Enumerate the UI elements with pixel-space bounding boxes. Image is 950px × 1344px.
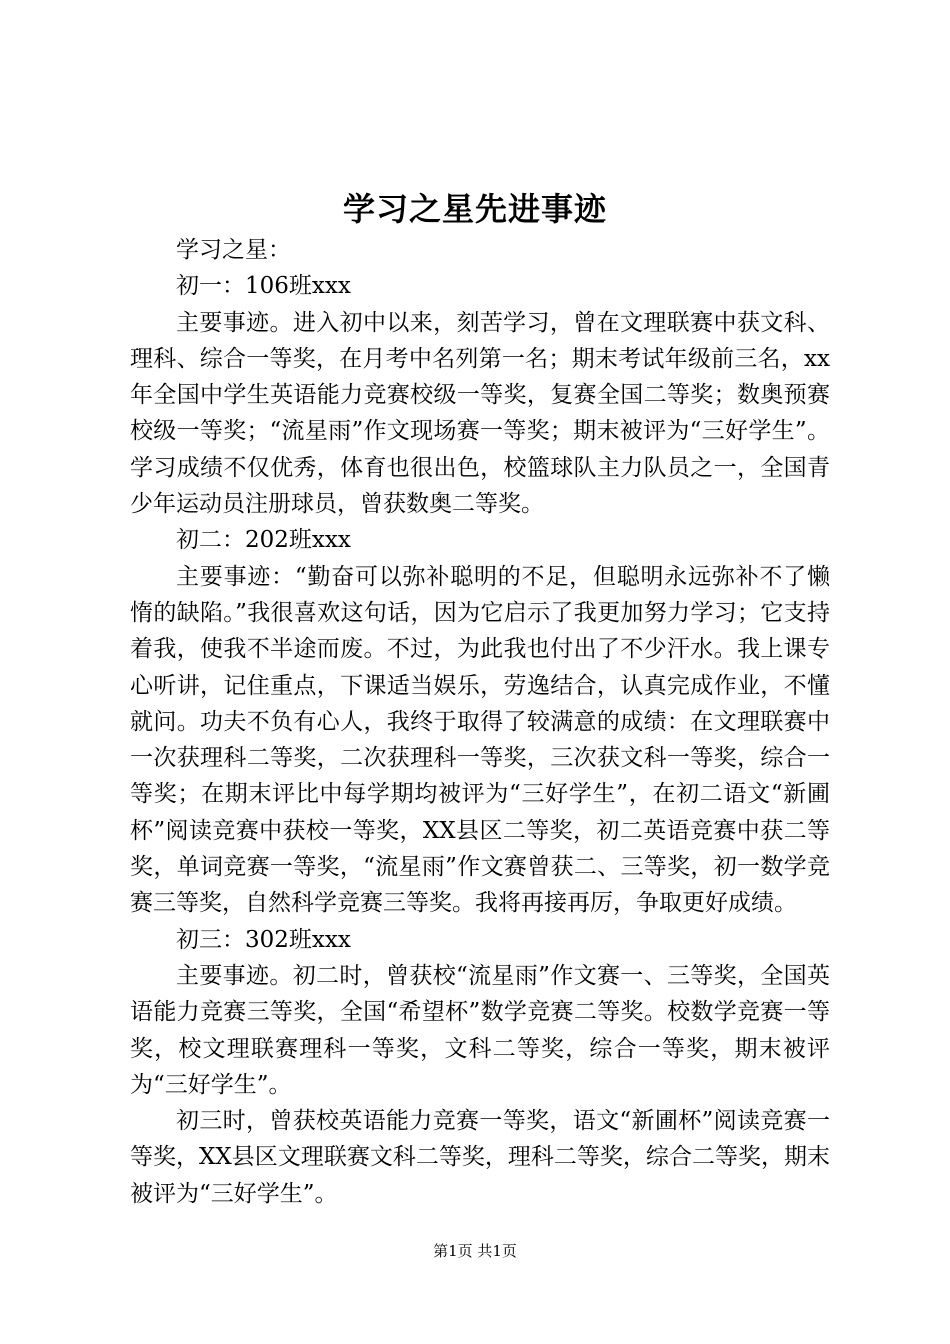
paragraph-grade-1-deeds: 主要事迹。进入初中以来，刻苦学习，曾在文理联赛中获文科、理科、综合一等奖，在月考中名列第一名；期末考试年级前三名，xx年全国中学生英语能力竞赛校级一等奖，复赛全国二等奖；数奥预赛校级一等奖；“流星雨”作文现场赛一等奖；期末被评为“三好学生”。学习成绩不仅优秀，体育也很出色，校篮球队主力队员之一，全国青少年运动员注册球员，曾获数奥二等奖。 xyxy=(130,309,830,518)
paragraph-grade-3-deeds: 主要事迹。初二时，曾获校“流星雨”作文赛一、三等奖，全国英语能力竞赛三等奖，全国“希望杯”数学竞赛二等奖。校数学竞赛一等奖，校文理联赛理科一等奖，文科二等奖，综合一等奖，期末被评为“三好学生”。 xyxy=(130,962,830,1098)
document-body xyxy=(130,232,830,1212)
class-heading-grade-1: 初一：106班xxx xyxy=(176,273,351,300)
class-heading-grade-3: 初三：302班xxx xyxy=(176,926,351,953)
class-heading-grade-2: 初二：202班xxx xyxy=(176,527,351,554)
paragraph-grade-2-deeds: 主要事迹：“勤奋可以弥补聪明的不足，但聪明永远弥补不了懒惰的缺陷。”我很喜欢这句话，因为它启示了我更加努力学习；它支持着我，使我不半途而废。不过，为此我也付出了不少汗水。我上课专心听讲，记住重点，下课适当娱乐，劳逸结合，认真完成作业，不懂就问。功夫不负有心人，我终于取得了较满意的成绩：在文理联赛中一次获理科二等奖，二次获理科一等奖，三次获文科一等奖，综合一等奖；在期末评比中每学期均被评为“三好学生”，在初二语文“新圃杯”阅读竞赛中获校一等奖，XX县区二等奖，初二英语竞赛中获二等奖，单词竞赛一等奖，“流星雨”作文赛曾获二、三等奖，初一数学竞赛三等奖，自然科学竞赛三等奖。我将再接再厉，争取更好成绩。 xyxy=(130,563,830,917)
document-title: 学习之星先进事迹 xyxy=(342,190,607,228)
page-footer: 第1页 共1页 xyxy=(433,1242,517,1260)
paragraph-grade-3-deeds-continued: 初三时，曾获校英语能力竞赛一等奖，语文“新圃杯”阅读竞赛一等奖，XX县区文理联赛文科二等奖，理科二等奖，综合二等奖，期末被评为“三好学生”。 xyxy=(130,1108,830,1207)
section-heading: 学习之星： xyxy=(176,237,291,263)
